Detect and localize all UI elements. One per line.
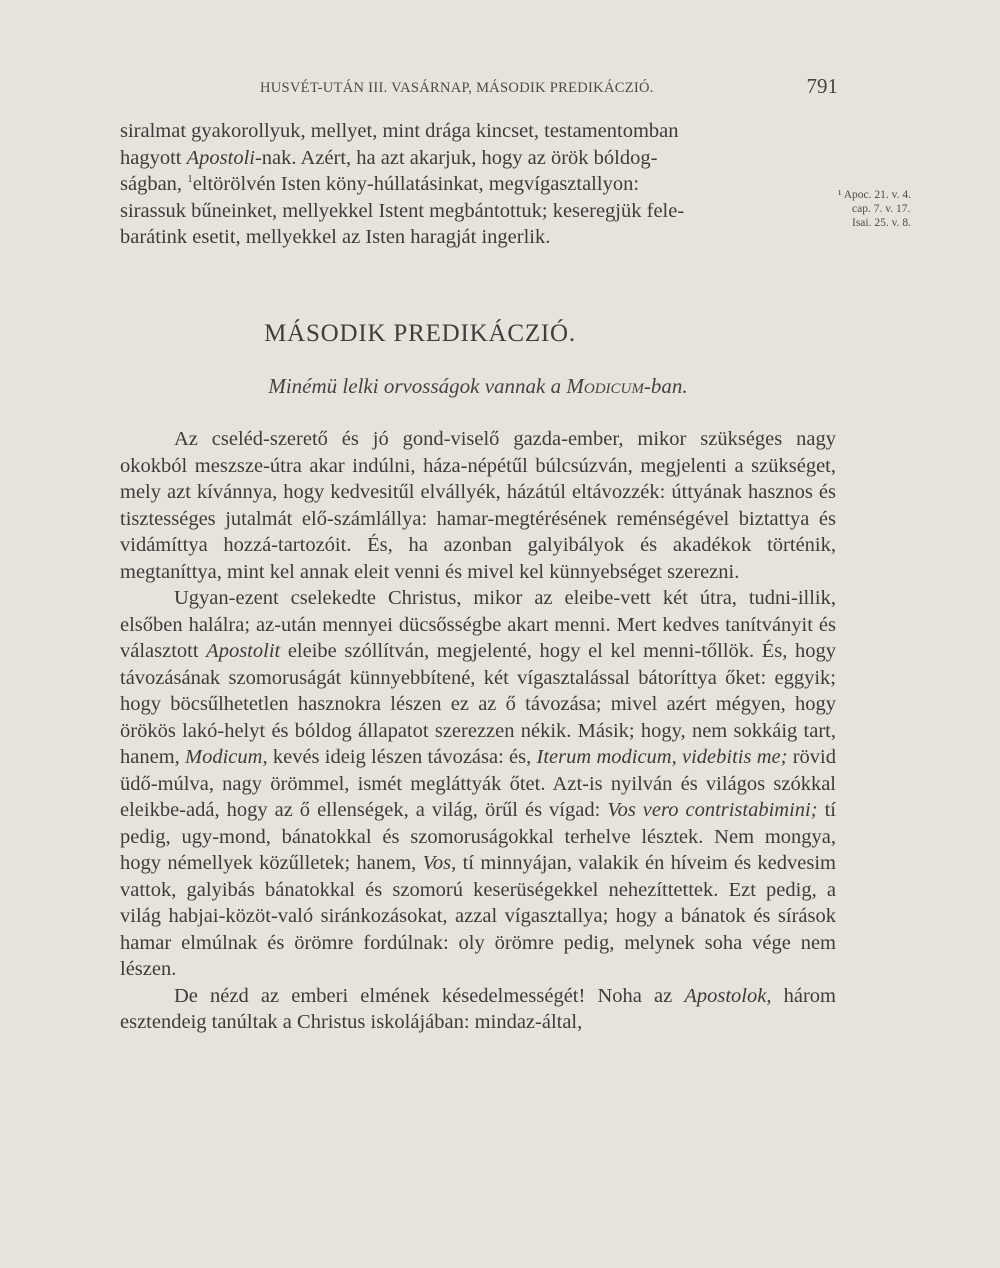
text-line: sirassuk bűneinket, mellyekkel Istent megbántottuk; keseregjük fele- xyxy=(120,199,685,222)
text-line: ságban, $^1$eltörölvén Isten köny-húllatásinkat, megvígasztallyon: xyxy=(120,173,640,195)
paragraph: Az cseléd-szerető és jó gond-viselő gazda-ember, mikor szükséges nagy okokból meszsze-útra akar indúlni, háza-népétűl búlcsúzván, megjelenti a szükséget, mely azt kívánnya, hogy kedvesitűl elvállyék, házátúl eltávozzék: úttyának hasznos és tisztességes jutalmát elő-számlállya: hamar-megtérésének reménségével biztattya és vidámíttya hozzá-tartozóit. És, ha azonban galyibályok és akadékok történik, megtaníttya, mint kel annak eleit venni és mivel kel künnyebséget szerezni. xyxy=(120,428,836,583)
footnote-marker: 1 xyxy=(187,173,193,186)
text-line: hagyott Apostoli-nak. Azért, ha azt akarjuk, hogy az örök bóldog- xyxy=(120,146,658,169)
text-line: barátink esetit, mellyekkel az Isten haragját ingerlik. xyxy=(120,226,551,248)
text-line: siralmat gyakorollyuk, mellyet, mint drága kincset, testamentomban xyxy=(120,120,679,142)
margin-reference: ¹ Apoc. 21. v. 4. xyxy=(838,189,911,201)
italic-term: Apostoli xyxy=(186,146,255,169)
running-head xyxy=(120,72,838,102)
section-subtitle: Minémü lelki orvosságok vannak a Modicum-ban. xyxy=(268,374,688,398)
paragraph: Ugyan-ezent cselekedte Christus, mikor az eleibe-vett két útra, tudni-illik, elsőben halálra; az-után mennyei dücsősségbe akart menni. Mert kedves tanítványit és választott Apostolit eleibe szóllítván, megjelenté, hogy el kel menni-tőllök. És, hogy távozásának szomoruságát künnyebbítené, két vígasztalással bátoríttya őket: eggyik; hogy böcsűlhetetlen hasznokra lészen ez az ő távozása; mivel azért mégyen, hogy örökös lakó-helyt és bóldog állapatot szerezzen nékik. Másik; hogy, nem sokkáig tart, hanem, Modicum, kevés ideig lészen távozása: és, Iterum modicum, videbitis me; rövid üdő-múlva, nagy örömmel, ismét megláttyák őtet. Azt-is nyilván és világos szókkal eleikbe-adá, hogy az ő ellenségek, a világ, örűl és vígad: Vos vero contristabimini; tí pedig, ugy-mond, bánatokkal és szomoruságokkal terhelve lésztek. Nem mongya, hogy némellyek közűlletek; hanem, Vos, tí minnyájan, valakik én híveim és kedvesim vattok, galyibás bánatokkal és szomorú keserüségekkel nehezíttettek. Ezt pedig, a világ habjai-közöt-való siránkozásokat, azzal vígasztallya; hogy a bánatok és sírások hamar elmúlnak és örömre fordúlnak: oly örömre pedig, melynek soha vége nem lészen. xyxy=(120,587,836,980)
margin-references xyxy=(838,188,958,230)
running-title: HUSVÉT-UTÁN III. VASÁRNAP, MÁSODIK PREDIKÁCZIÓ. xyxy=(260,80,654,96)
margin-reference: cap. 7. v. 17. xyxy=(852,203,911,215)
section-title: MÁSODIK PREDIKÁCZIÓ. xyxy=(264,320,576,347)
opening-text xyxy=(120,118,836,251)
page-number: 791 xyxy=(806,74,838,98)
body-text xyxy=(120,426,836,1036)
margin-reference: Isai. 25. v. 8. xyxy=(852,217,911,229)
paragraph: De nézd az emberi elmének késedelmességét! Noha az Apostolok, három esztendeig tanúltak a Christus iskolájában: mindaz-által, xyxy=(120,984,836,1033)
